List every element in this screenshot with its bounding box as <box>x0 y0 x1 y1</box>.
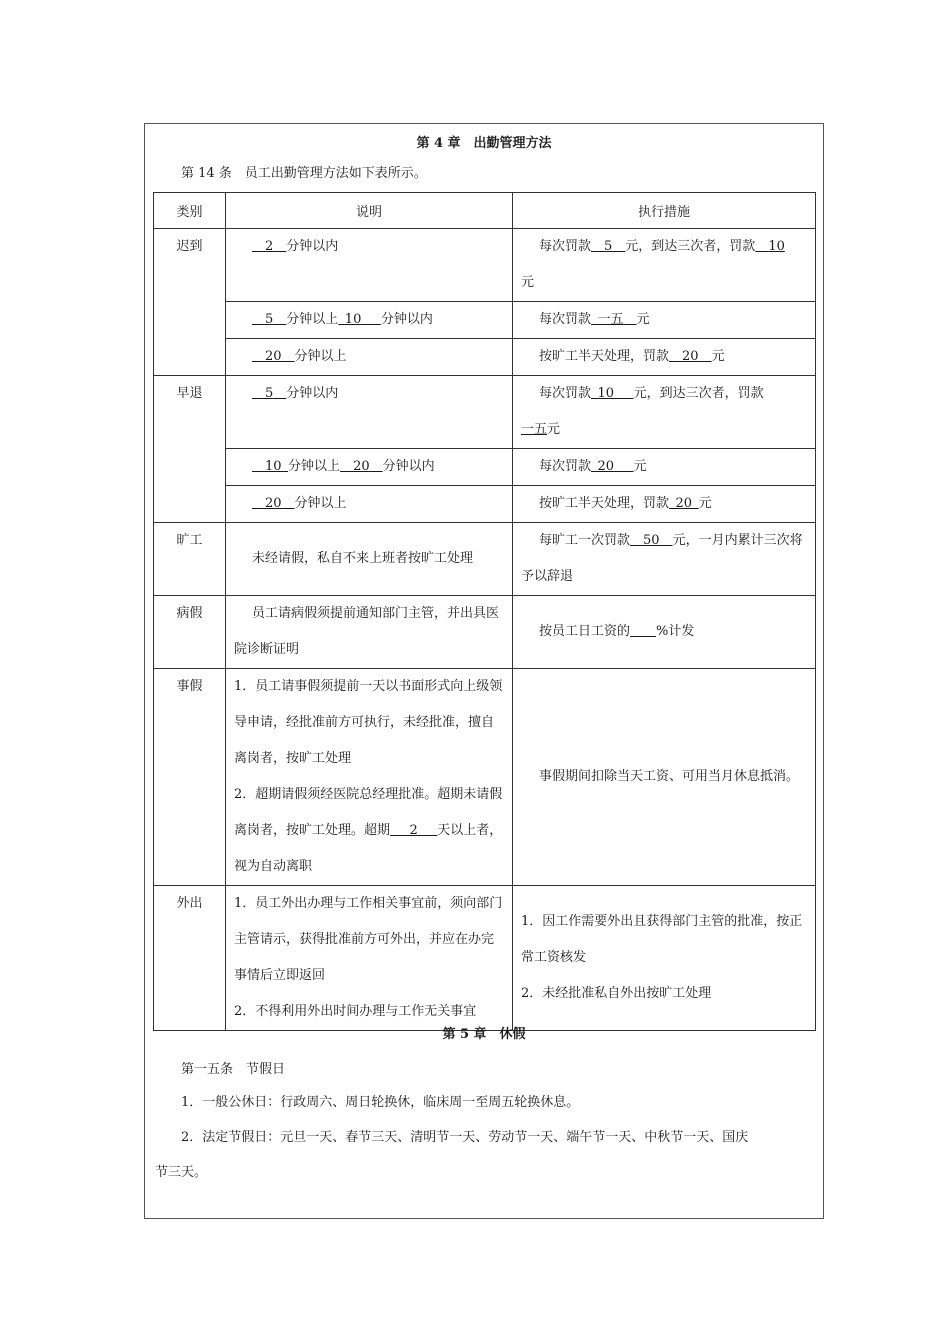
table-row <box>154 886 816 1031</box>
chapter-4-title: 第 4 章 出勤管理方法 <box>416 136 552 151</box>
sick-desc: 员工请病假须提前通知部门主管，并出具医院诊断证明 <box>226 596 513 669</box>
absent-desc: 未经请假，私自不来上班者按旷工处理 <box>226 523 513 596</box>
absent-measure: 每旷工一次罚款 50 元，一月内累计三次将予以辞退 <box>513 523 816 596</box>
late-measure-2: 每次罚款 一五 元 <box>513 302 816 339</box>
category-personal: 事假 <box>154 669 226 886</box>
header-category: 类别 <box>154 193 226 229</box>
table-row <box>154 669 816 886</box>
category-absent: 旷工 <box>154 523 226 596</box>
early-measure-2: 每次罚款 20 元 <box>513 449 816 486</box>
table-row <box>154 229 816 302</box>
table-row <box>154 596 816 669</box>
out-desc: 1．员工外出办理与工作相关事宜前，须向部门主管请示，获得批准前方可外出，并应在办完事情后立即返回 2．不得利用外出时间办理与工作无关事宜 <box>226 886 513 1031</box>
article-14-text: 第 14 条 员工出勤管理方法如下表所示。 <box>181 166 427 181</box>
late-measure-3: 按旷工半天处理，罚款 20 元 <box>513 339 816 376</box>
category-late: 迟到 <box>154 229 226 376</box>
header-description: 说明 <box>226 193 513 229</box>
late-rule-2: 5 分钟以上 10 分钟以内 <box>226 302 513 339</box>
category-sick: 病假 <box>154 596 226 669</box>
early-measure-3: 按旷工半天处理，罚款 20 元 <box>513 486 816 523</box>
sick-measure: 按员工日工资的 %计发 <box>513 596 816 669</box>
out-measure: 1．因工作需要外出且获得部门主管的批准，按正常工资核发 2．未经批准私自外出按旷工处理 <box>513 886 816 1031</box>
personal-desc: 1．员工请事假须提前一天以书面形式向上级领导申请，经批准前方可执行，未经批准，擅自离岗者，按旷工处理 2．超期请假须经医院总经理批准。超期未请假离岗者，按旷工处理。超期 2 天以上者，视为自动离职 <box>226 669 513 886</box>
table-header-row <box>154 193 816 229</box>
early-rule-1: 5 分钟以内 <box>226 376 513 449</box>
early-rule-2: 10 分钟以上 20 分钟以内 <box>226 449 513 486</box>
category-out: 外出 <box>154 886 226 1031</box>
table-row <box>154 523 816 596</box>
chapter-5-title: 第 5 章 休假 <box>442 1027 526 1042</box>
category-early: 早退 <box>154 376 226 523</box>
table-row <box>154 339 816 376</box>
late-rule-1: 2 分钟以内 <box>226 229 513 302</box>
early-measure-1: 每次罚款 10 元，到达三次者，罚款 一五元 <box>513 376 816 449</box>
late-measure-1: 每次罚款 5 元，到达三次者，罚款 10 元 <box>513 229 816 302</box>
holiday-para-1: 1．一般公休日：行政周六、周日轮换休，临床周一至周五轮换休息。 <box>181 1095 580 1110</box>
table-row <box>154 486 816 523</box>
table-row <box>154 376 816 449</box>
header-measures: 执行措施 <box>513 193 816 229</box>
late-rule-3: 20 分钟以上 <box>226 339 513 376</box>
attendance-table <box>153 192 816 1031</box>
table-row <box>154 449 816 486</box>
document-frame <box>144 123 824 1219</box>
article-15-title: 第一五条 节假日 <box>181 1062 286 1077</box>
personal-measure: 事假期间扣除当天工资、可用当月休息抵消。 <box>513 669 816 886</box>
holiday-para-2-cont: 节三天。 <box>155 1165 208 1180</box>
late-r1-value: 2 <box>265 239 274 254</box>
early-rule-3: 20 分钟以上 <box>226 486 513 523</box>
holiday-para-2: 2．法定节假日：元旦一天、春节三天、清明节一天、劳动节一天、端午节一天、中秋节一天、国庆 <box>181 1130 749 1145</box>
table-row <box>154 302 816 339</box>
